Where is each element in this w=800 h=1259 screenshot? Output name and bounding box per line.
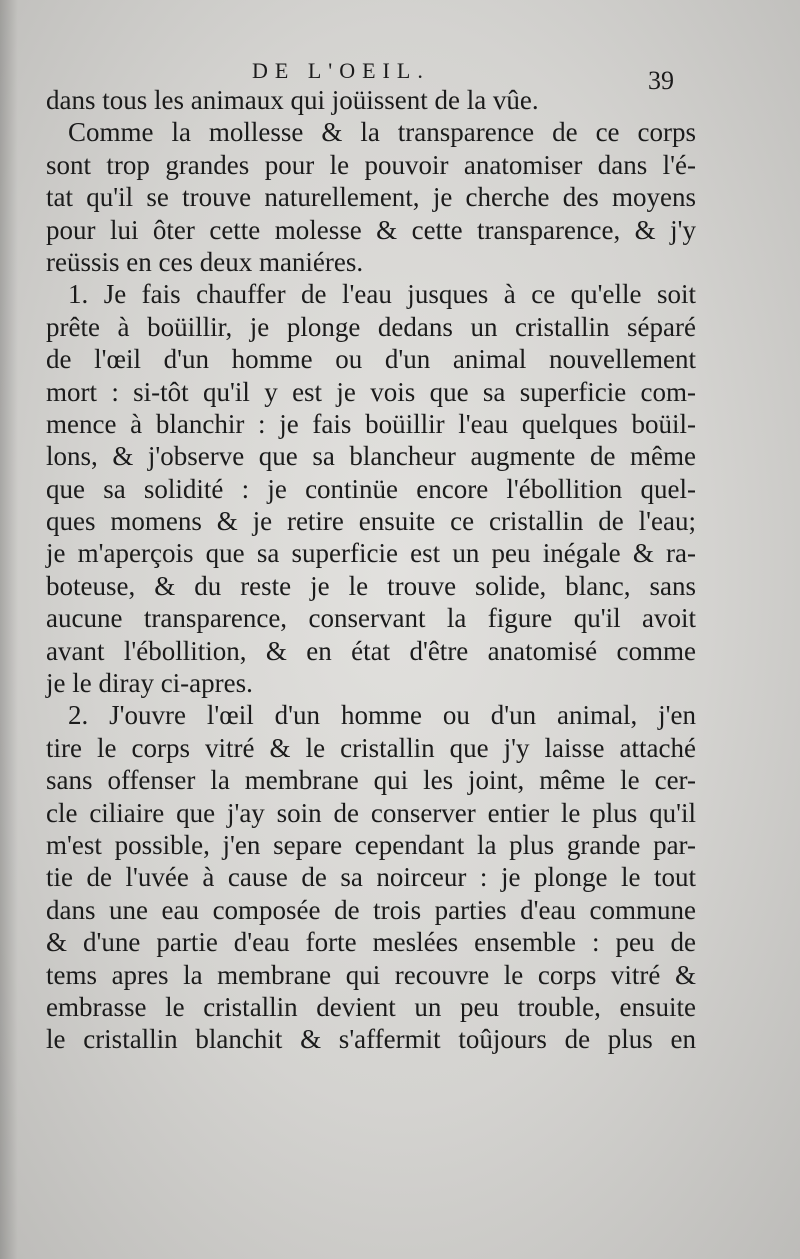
text-line: sont trop grandes pour le pouvoir anatomiser dans l'é-	[46, 149, 696, 180]
text-line: aucune transparence, conservant la figure qu'il avoit	[46, 603, 696, 634]
text-line: tat qu'il se trouve naturellement, je cherche des moyens	[46, 182, 696, 213]
text-line: dans une eau composée de trois parties d'eau commune	[46, 894, 696, 925]
text-line: de l'œil d'un homme ou d'un animal nouvellement	[46, 344, 696, 375]
text-line: tire le corps vitré & le cristallin que j'y laisse attaché	[46, 732, 696, 763]
text-line: lons, & j'observe que sa blancheur augmente de même	[46, 441, 696, 472]
running-head: DE L'OEIL.	[252, 58, 430, 83]
text-line: le cristallin blanchit & s'affermit toûjours de plus en	[46, 1024, 696, 1055]
text-line: 2. J'ouvre l'œil d'un homme ou d'un animal, j'en	[68, 700, 696, 731]
text-line: prête à boüillir, je plonge dedans un cristallin séparé	[46, 311, 696, 342]
text-line: mence à blanchir : je fais boüillir l'eau quelques boüil-	[46, 408, 696, 439]
text-line: Comme la mollesse & la transparence de ce corps	[68, 117, 696, 148]
text-line: pour lui ôter cette molesse & cette transparence, & j'y	[46, 214, 696, 245]
text-line: reüssis en ces deux maniéres.	[46, 246, 364, 277]
text-line: dans tous les animaux qui joüissent de la vûe.	[46, 85, 539, 115]
text-line: que sa solidité : je continüe encore l'ébollition quel-	[46, 473, 696, 504]
text-line: & d'une partie d'eau forte meslées ensemble : peu de	[46, 927, 696, 958]
text-line: tems apres la membrane qui recouvre le corps vitré &	[46, 959, 696, 990]
body-text	[46, 84, 696, 1056]
text-line: je m'aperçois que sa superficie est un peu inégale & ra-	[46, 538, 696, 569]
text-line: cle ciliaire que j'ay soin de conserver entier le plus qu'il	[46, 797, 696, 828]
text-line: avant l'ébollition, & en état d'être anatomisé comme	[46, 635, 696, 666]
page-number: 39	[648, 66, 674, 95]
text-line: mort : si-tôt qu'il y est je vois que sa superficie com-	[46, 376, 696, 407]
text-line: m'est possible, j'en separe cependant la plus grande par-	[46, 829, 696, 860]
text-line: 1. Je fais chauffer de l'eau jusques à ce qu'elle soit	[68, 279, 696, 310]
text-line: boteuse, & du reste je le trouve solide, blanc, sans	[46, 570, 696, 601]
text-line: sans offenser la membrane qui les joint, même le cer-	[46, 765, 696, 796]
text-line: je le diray ci-apres.	[46, 668, 253, 699]
text-line: embrasse le cristallin devient un peu trouble, ensuite	[46, 991, 696, 1022]
text-line: tie de l'uvée à cause de sa noirceur : je plonge le tout	[46, 862, 696, 893]
text-line: ques momens & je retire ensuite ce cristallin de l'eau;	[46, 506, 696, 537]
